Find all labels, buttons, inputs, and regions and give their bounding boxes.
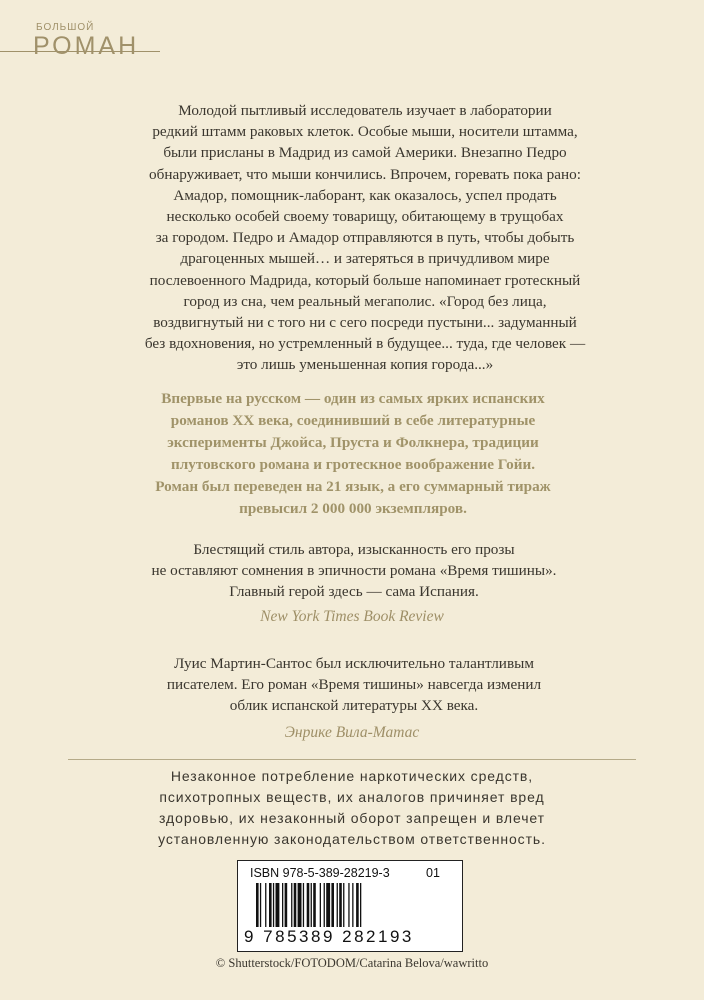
quote-line: писателем. Его роман «Время тишины» навсегда изменил [166,676,542,693]
highlight-line: плутовского романа и гротескное воображение Гойи. [170,456,536,473]
warning-line: Незаконное потребление наркотических средств, [170,768,534,784]
barcode-bar [265,883,266,927]
quote-line: Главный герой здесь — сама Испания. [229,583,479,600]
quote-line: Луис Мартин-Сантос был исключительно талантливым [174,655,534,672]
isbn-number: ISBN 978-5-389-28219-3 [250,866,390,880]
barcode-bar [352,883,353,927]
synopsis-line: Амадор, помощник-лаборант, как оказалось, успел продать [173,186,557,204]
warning-line: установленную законодательством ответственность. [158,831,546,847]
synopsis-line: воздвигнутый ни с того ни с сего посреди пустыни... задуманный [153,314,577,332]
barcode-bar [260,883,261,927]
barcode-bar [256,883,259,927]
highlight-line: романов XX века, соединивший в себе литературные [170,412,536,429]
legal-warning [72,766,632,850]
barcode-bar [343,883,344,927]
review-quote-1 [74,539,634,602]
barcode-bar [294,883,297,927]
barcode-bar [269,883,272,927]
photo-credit: © Shutterstock/FOTODOM/Catarina Belova/wawritto [215,956,489,970]
barcode-bar [282,883,283,927]
barcode-bar [348,883,349,927]
synopsis-line: несколько особей своему товарищу, обитающему в трущобах [166,208,564,226]
warning-line: психотропных веществ, их аналогов причиняет вред [159,789,545,805]
barcode-bar [285,883,288,927]
divider [68,759,636,760]
warning-line: здоровью, их незаконный оборот запрещен и влечет [159,810,545,826]
quote-line: не оставляют сомнения в эпичности романа «Время тишины». [151,562,557,579]
barcode-bar [311,883,312,927]
barcode-bar [326,883,330,927]
ean-digits: 9 785389 282193 [244,927,414,946]
highlight-line: превысил 2 000 000 экземпляров. [239,500,467,517]
barcode-bar [324,883,325,927]
quote-line: Блестящий стиль автора, изысканность его прозы [193,541,515,558]
synopsis [100,100,630,376]
barcode-bar [298,883,302,927]
highlight-line: Впервые на русском — один из самых ярких испанских [161,390,545,407]
synopsis-line: редкий штамм раковых клеток. Особые мыши, носители штамма, [152,123,578,141]
quote-line: облик испанской литературы XX века. [229,697,479,714]
synopsis-line: без вдохновения, но устремленный в будущее... туда, где человек — [144,335,586,353]
logo-big-text: РОМАН [33,32,140,60]
highlight-line: эксперименты Джойса, Пруста и Фолкнера, традиции [167,434,539,451]
highlight-text [84,388,622,520]
highlight-line: Роман был переведен на 21 язык, а его суммарный тираж [155,478,551,495]
synopsis-line: это лишь уменьшенная копия города...» [236,356,494,374]
barcode-bar [337,883,338,927]
logo-small-text: БОЛЬШОЙ [36,22,95,33]
barcode-bar [303,883,304,927]
barcode-bar [276,883,280,927]
synopsis-line: город из сна, чем реальный мегаполис. «Город без лица, [183,292,547,310]
review-source-2: Энрике Вила-Матас [284,724,420,741]
barcode-bar [320,883,321,927]
isbn-barcode [237,860,463,952]
barcode-bar [307,883,310,927]
synopsis-line: обнаруживает, что мыши кончились. Впрочем, горевать пока рано: [149,165,581,183]
review-source-1: New York Times Book Review [260,608,444,625]
barcode-bar [331,883,334,927]
barcode-bar [273,883,274,927]
isbn-suffix: 01 [426,866,440,880]
barcode-bar [291,883,292,927]
barcode-bar [313,883,316,927]
barcode-bar [360,883,361,927]
review-quote-2 [74,653,634,716]
synopsis-line: были присланы в Мадрид из самой Америки. Внезапно Педро [163,144,567,162]
synopsis-line: за городом. Педро и Амадор отправляются в путь, чтобы добыть [155,229,575,247]
barcode-bar [339,883,342,927]
publisher-logo [0,22,170,72]
synopsis-line: Молодой пытливый исследователь изучает в лаборатории [178,102,552,119]
synopsis-line: послевоенного Мадрида, который больше напоминает гротескный [149,271,581,289]
barcode-bars [256,883,446,927]
synopsis-line: драгоценных мышей… и затеряться в причудливом мире [180,250,550,268]
barcode-bar [356,883,359,927]
